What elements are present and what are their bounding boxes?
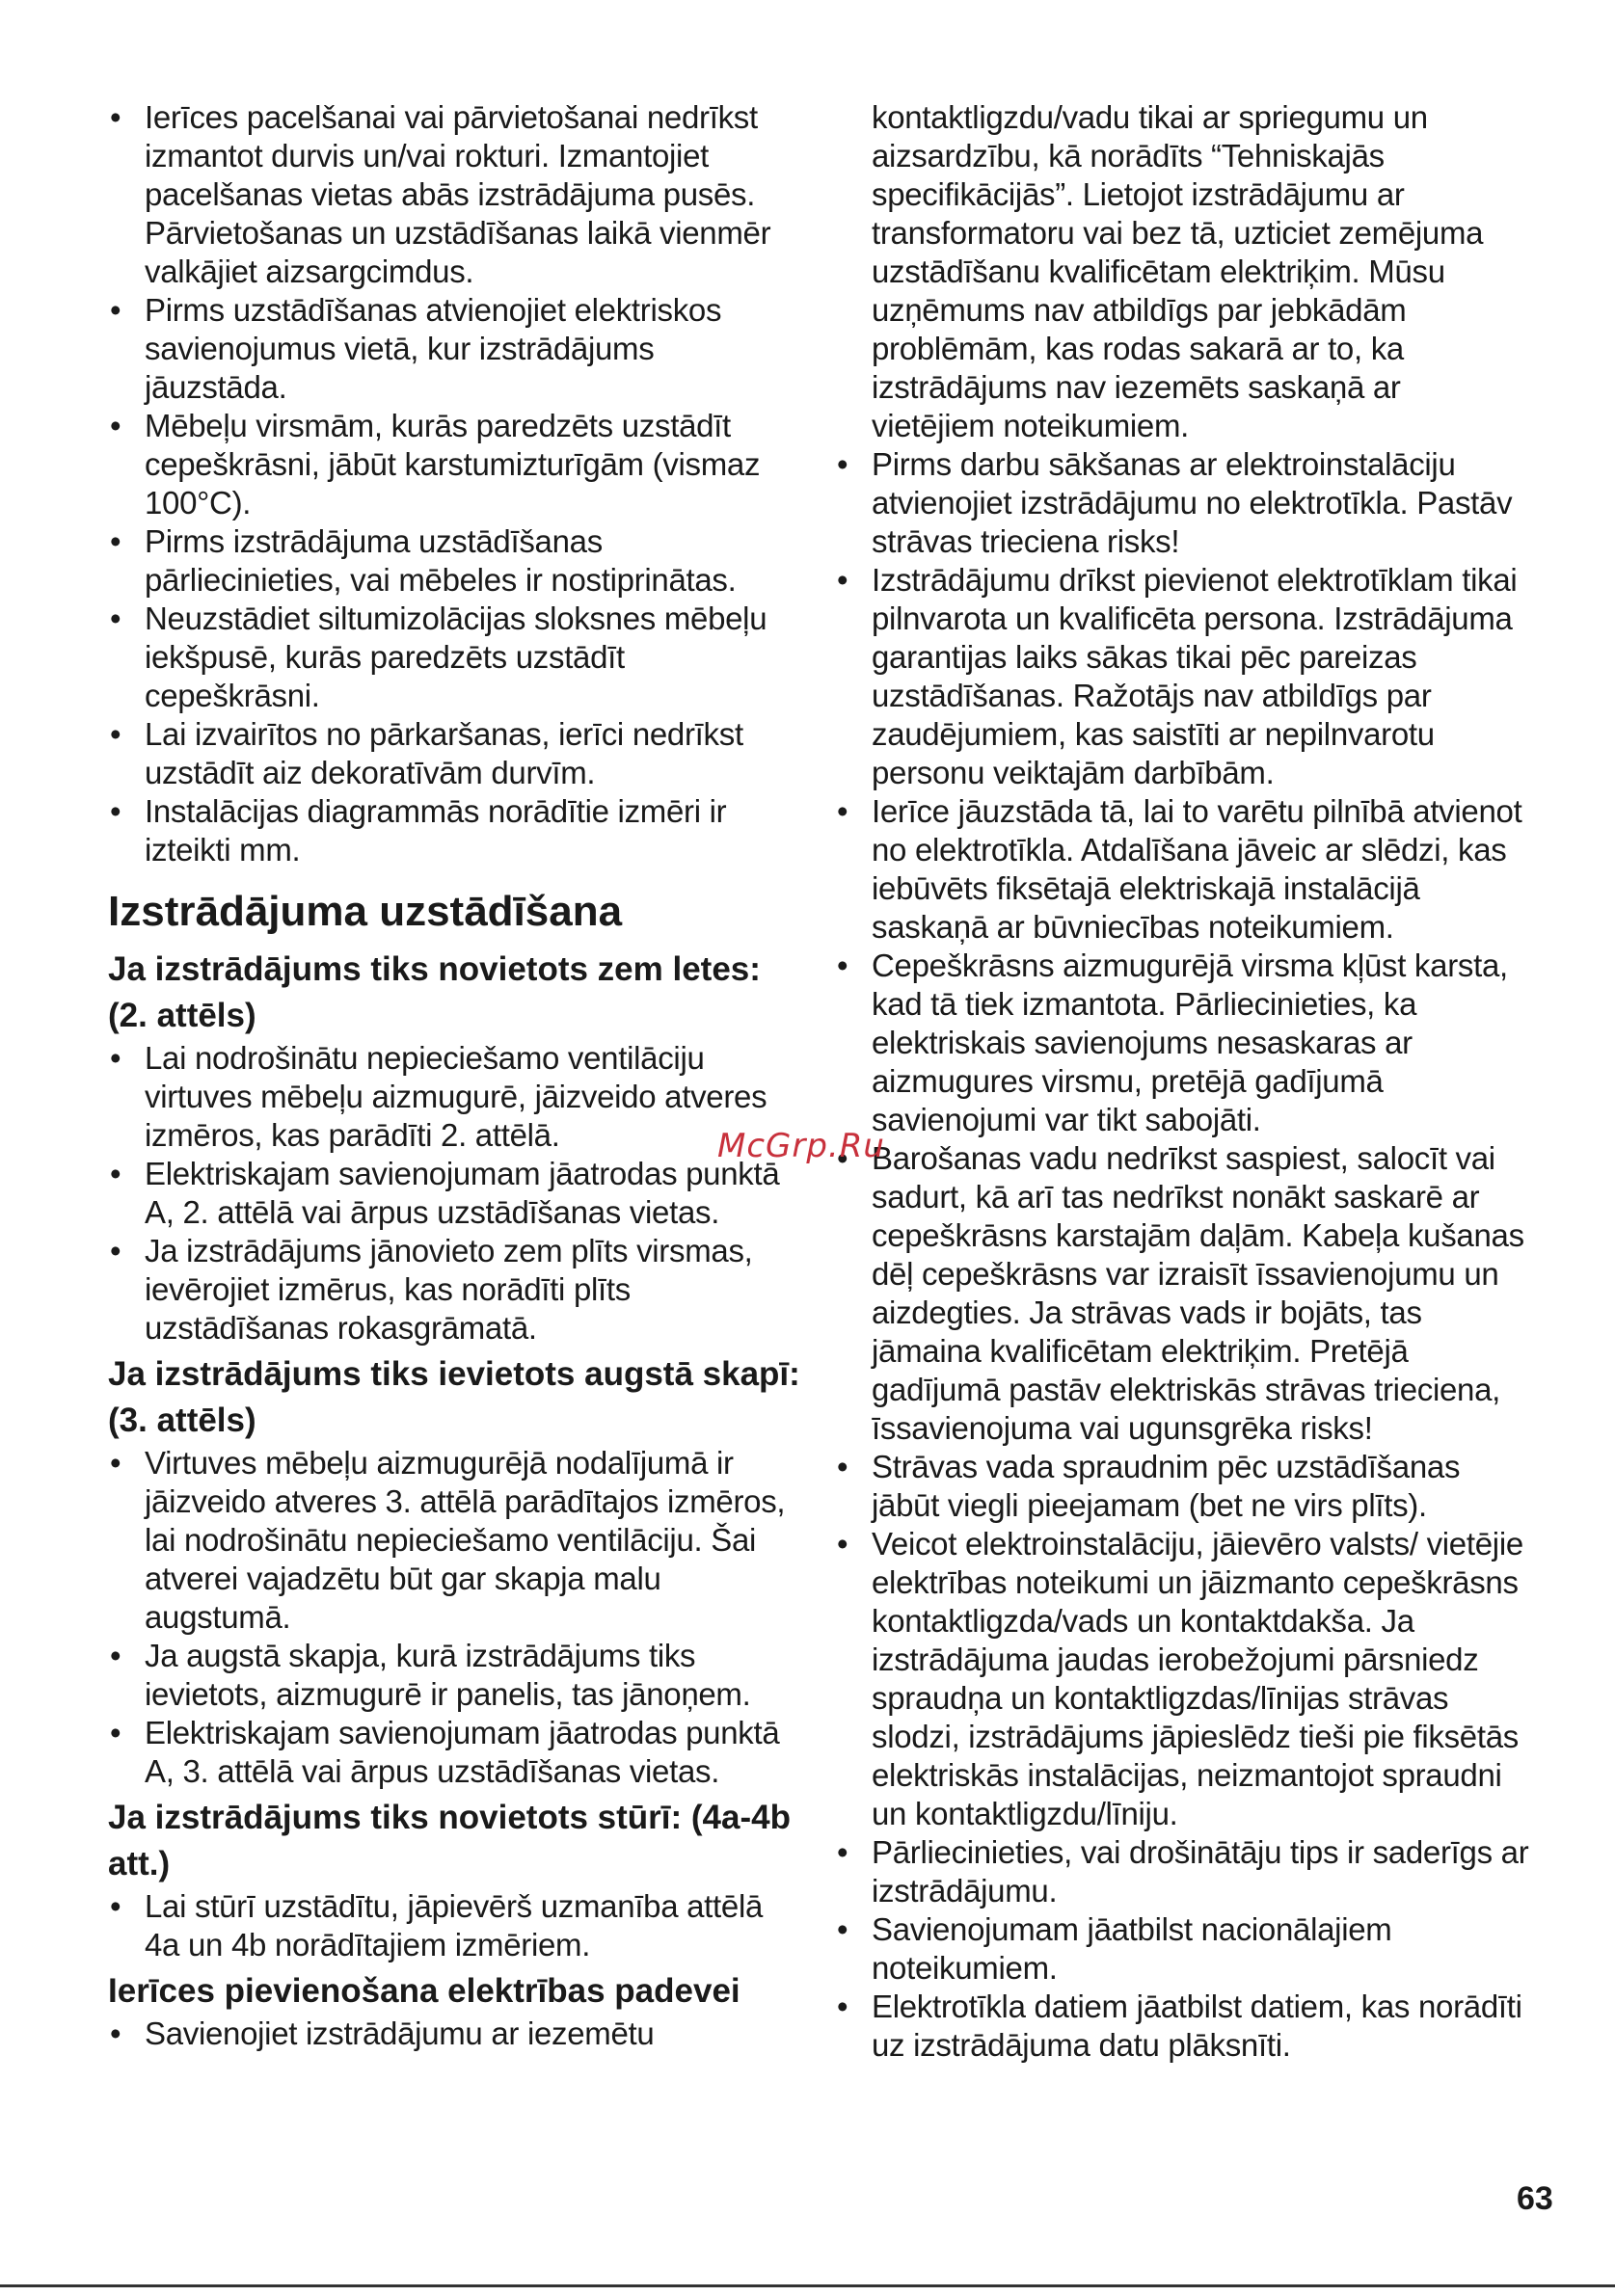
list-item: • Izstrādājumu drīkst pievienot elektrotīklam tikai pilnvarota un kvalificēta persona. Izstrādājuma garantijas laiks sākas tikai pēc pareizas uzstādīšanas. Ražotājs nav atbildīgs par zaudējumiem, kas saistīti ar nepilnvarotu personu veiktajām darbībām.: [835, 561, 1529, 792]
list-item: • Elektriskajam savienojumam jāatrodas punktā A, 3. attēlā vai ārpus uzstādīšanas vietas.: [108, 1714, 802, 1791]
list-item: • Lai izvairītos no pārkaršanas, ierīci nedrīkst uzstādīt aiz dekoratīvām durvīm.: [108, 715, 802, 792]
list-item: • Virtuves mēbeļu aizmugurējā nodalījumā ir jāizveido atveres 3. attēlā parādītajos izmēros, lai nodrošinātu nepieciešamo ventilāciju. Šai atverei vajadzētu būt gar skapja malu augstumā.: [108, 1444, 802, 1637]
list-item: • Cepeškrāsns aizmugurējā virsma kļūst karsta, kad tā tiek izmantota. Pārliecinieties, ka elektriskais savienojums nesaskaras ar aizmugures virsmu, pretējā gadījumā savienojumi var tikt sabojāti.: [835, 947, 1529, 1139]
list-item: • Strāvas vada spraudnim pēc uzstādīšanas jābūt viegli pieejamam (bet ne virs plīts).: [835, 1448, 1529, 1525]
right-column: [835, 98, 1529, 2065]
list-item: • Pirms izstrādājuma uzstādīšanas pārliecinieties, vai mēbeles ir nostiprinātas.: [108, 522, 802, 600]
list-item: • Ierīces pacelšanai vai pārvietošanai nedrīkst izmantot durvis un/vai rokturi. Izmantojiet pacelšanas vietas abās izstrādājuma pusēs. Pārvietošanas un uzstādīšanas laikā vienmēr valkājiet aizsargcimdus.: [108, 98, 802, 291]
left-column: [108, 98, 802, 2053]
list-item: • Lai nodrošinātu nepieciešamo ventilāciju virtuves mēbeļu aizmugurē, jāizveido atveres izmēros, kas parādīti 2. attēlā.: [108, 1039, 802, 1155]
list-item: • Veicot elektroinstalāciju, jāievēro valsts/ vietējie elektrības noteikumi un jāizmanto cepeškrāsns kontaktligzda/vads un kontaktdakša. Ja izstrādājuma jaudas ierobežojumi pārsniedz spraudņa un kontaktligzdas/līnijas strāvas slodzi, izstrādājums jāpieslēdz tieši pie fiksētās elektriskās instalācijas, neizmantojot spraudni un kontaktligzdu/līniju.: [835, 1525, 1529, 1833]
list-item: • Instalācijas diagrammās norādītie izmēri ir izteikti mm.: [108, 792, 802, 869]
subheading-under-counter: Ja izstrādājums tiks novietots zem letes: (2. attēls): [108, 950, 761, 1034]
tall-cabinet-bullet-list: [108, 1444, 802, 1791]
list-item: • Pirms uzstādīšanas atvienojiet elektriskos savienojumus vietā, kur izstrādājums jāuzstāda.: [108, 291, 802, 407]
under-counter-bullet-list: [108, 1039, 802, 1348]
electrical-bullet-list: [108, 2015, 802, 2053]
bottom-divider: [0, 2284, 1615, 2287]
subheading-corner: Ja izstrādājums tiks novietots stūrī: (4a-4b att.): [108, 1799, 791, 1882]
list-item: • Pārliecinieties, vai drošinātāju tips ir saderīgs ar izstrādājumu.: [835, 1833, 1529, 1910]
subheading-tall-cabinet: Ja izstrādājums tiks ievietots augstā skapī: (3. attēls): [108, 1355, 800, 1439]
list-item: • Mēbeļu virsmām, kurās paredzēts uzstādīt cepeškrāsni, jābūt karstumizturīgām (vismaz 100°C).: [108, 407, 802, 522]
list-item: • Elektrotīkla datiem jāatbilst datiem, kas norādīti uz izstrādājuma datu plāksnīti.: [835, 1988, 1529, 2065]
watermark: McGrp.Ru: [717, 1127, 885, 1165]
subheading-electrical-connection: Ierīces pievienošana elektrības padevei: [108, 1972, 740, 2010]
list-item: • Savienojumam jāatbilst nacionālajiem noteikumiem.: [835, 1910, 1529, 1988]
electrical-safety-bullet-list: [835, 445, 1529, 2065]
list-item: • Ja izstrādājums jānovieto zem plīts virsmas, ievērojiet izmērus, kas norādīti plīts uzstādīšanas rokasgrāmatā.: [108, 1232, 802, 1348]
list-item: • Ierīce jāuzstāda tā, lai to varētu pilnībā atvienot no elektrotīkla. Atdalīšana jāveic ar slēdzi, kas iebūvēts fiksētajā elektriskajā instalācijā saskaņā ar būvniecības noteikumiem.: [835, 792, 1529, 947]
corner-bullet-list: [108, 1887, 802, 1964]
page-number: 63: [1517, 2180, 1553, 2217]
list-item: • Neuzstādiet siltumizolācijas sloksnes mēbeļu iekšpusē, kurās paredzēts uzstādīt cepeškrāsni.: [108, 600, 802, 715]
list-item: • Pirms darbu sākšanas ar elektroinstalāciju atvienojiet izstrādājumu no elektrotīkla. Pastāv strāvas trieciena risks!: [835, 445, 1529, 561]
list-item: • Elektriskajam savienojumam jāatrodas punktā A, 2. attēlā vai ārpus uzstādīšanas vietas.: [108, 1155, 802, 1232]
continued-paragraph: kontaktligzdu/vadu tikai ar spriegumu un aizsardzību, kā norādīts “Tehniskajās specifikācijās”. Lietojot izstrādājumu ar transformatoru vai bez tā, uzticiet zemējuma uzstādīšanu kvalificētam elektriķim. Mūsu uzņēmums nav atbildīgs par jebkādām problēmām, kas rodas sakarā ar to, ka izstrādājums nav iezemēts saskaņā ar vietējiem noteikumiem.: [872, 99, 1484, 443]
section-title: Izstrādājuma uzstādīšana: [108, 888, 623, 935]
intro-bullet-list: [108, 98, 802, 869]
list-item: • Barošanas vadu nedrīkst saspiest, salocīt vai sadurt, kā arī tas nedrīkst nonākt saskarē ar cepeškrāsns karstajām daļām. Kabeļa kušanas dēļ cepeškrāsns var izraisīt īssavienojumu un aizdegties. Ja strāvas vads ir bojāts, tas jāmaina kvalificētam elektriķim. Pretējā gadījumā pastāv elektriskās strāvas trieciena, īssavienojuma vai ugunsgrēka risks!: [835, 1139, 1529, 1448]
list-item: • Savienojiet izstrādājumu ar iezemētu: [108, 2015, 802, 2053]
list-item: • Lai stūrī uzstādītu, jāpievērš uzmanība attēlā 4a un 4b norādītajiem izmēriem.: [108, 1887, 802, 1964]
list-item: • Ja augstā skapja, kurā izstrādājums tiks ievietots, aizmugurē ir panelis, tas jānoņem.: [108, 1637, 802, 1714]
